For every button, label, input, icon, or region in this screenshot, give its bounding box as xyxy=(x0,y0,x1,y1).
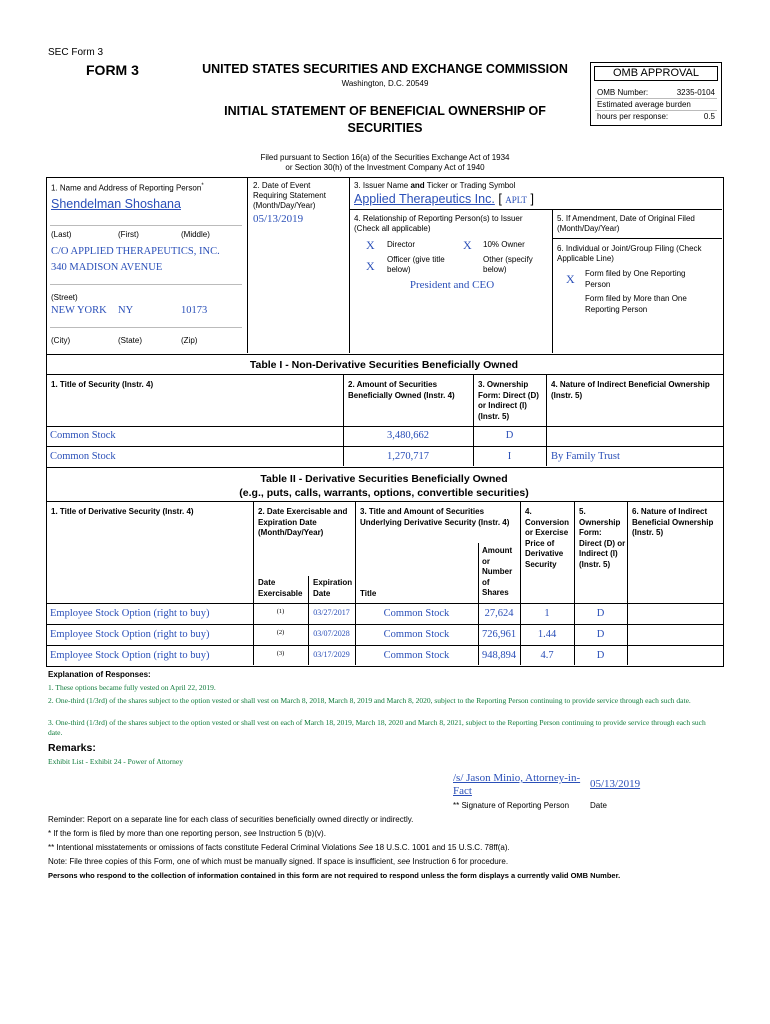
box3-label: 3. Issuer Name and Ticker or Trading Symbol xyxy=(354,181,516,190)
table1-row2-nature: By Family Trust xyxy=(551,451,620,462)
city-value: NEW YORK xyxy=(51,305,107,316)
signature-label: ** Signature of Reporting Person xyxy=(453,801,570,810)
table1-header-title: 1. Title of Security (Instr. 4) xyxy=(51,380,154,389)
table2-row2-exercisable: (2) xyxy=(276,629,285,636)
explanation-item-1: 1. These options became fully vested on April 22, 2019. xyxy=(48,683,216,692)
table1-row1-title: Common Stock xyxy=(50,430,116,441)
box5-label: 5. If Amendment, Date of Original Filed (Month/Day/Year) xyxy=(557,214,695,233)
middle-label: (Middle) xyxy=(181,230,210,239)
footer-reminder: Reminder: Report on a separate line for each class of securities beneficially owned directly or indirectly. xyxy=(48,815,414,824)
table2-header-underlying: 3. Title and Amount of Securities Underlying Derivative Security (Instr. 4) xyxy=(360,507,510,527)
table2-row1-price: 1 xyxy=(544,608,550,619)
zip-label: (Zip) xyxy=(181,336,198,345)
explanation-item-2: 2. One-third (1/3rd) of the shares subject to the option vested or shall vest on March 8, 2018, March 8, 2019 and March 8, 2020, subject to the Reporting Person continuing to provide service through each such date. xyxy=(48,696,691,705)
director-checkmark[interactable]: X xyxy=(366,238,375,252)
table1-row1-form: D xyxy=(505,430,514,441)
table2-row1-form: D xyxy=(596,608,605,619)
signature-date: 05/13/2019 xyxy=(590,778,641,790)
table1-row1-amount: 3,480,662 xyxy=(387,430,429,441)
table2-row2-form: D xyxy=(596,629,605,640)
omb-number-value: 3235-0104 xyxy=(676,88,715,97)
table1-header-form: 3. Ownership Form: Direct (D) or Indirect (I) (Instr. 5) xyxy=(478,380,539,421)
table2-row3-security: Common Stock xyxy=(383,650,450,661)
footer-star: * If the form is filed by more than one reporting person, see Instruction 5 (b)(v). xyxy=(48,829,326,838)
omb-hours-value: 0.5 xyxy=(703,112,715,121)
one-person-label: Form filed by One Reporting Person xyxy=(585,269,686,289)
table2-sub-date-exercisable: Date Exercisable xyxy=(258,578,303,598)
table2-row3-price: 4.7 xyxy=(540,650,554,661)
issuer-name[interactable]: Applied Therapeutics Inc. xyxy=(354,192,495,206)
issuer-line: Applied Therapeutics Inc. [ APLT ] xyxy=(354,192,534,206)
footer-note: Note: File three copies of this Form, one of which must be manually signed. If space is insufficient, see Instruction 6 for procedure. xyxy=(48,857,509,866)
table2-sub-expiration: Expiration Date xyxy=(313,578,353,598)
table1-row2-form: I xyxy=(507,451,512,462)
table2-row1-amount: 27,624 xyxy=(484,608,514,619)
table2-header-title: 1. Title of Derivative Security (Instr. 4) xyxy=(51,507,194,516)
table2-row2-title: Employee Stock Option (right to buy) xyxy=(50,629,210,640)
explanation-item-3: 3. One-third (1/3rd) of the shares subject to the option vested or shall vest on each of March 18, 2019, March 18, 2020 and March 8, 2021, subject to the Reporting Person continuing to provide service through each such date. xyxy=(48,718,706,737)
commission-location: Washington, D.C. 20549 xyxy=(341,79,429,88)
table1-row2-title: Common Stock xyxy=(50,451,116,462)
sec-form-label: SEC Form 3 xyxy=(48,47,104,58)
table2-row1-security: Common Stock xyxy=(383,608,450,619)
form-label: FORM 3 xyxy=(86,62,139,78)
table1-title: Table I - Non-Derivative Securities Beneficially Owned xyxy=(249,359,519,371)
table2-header-nature: 6. Nature of Indirect Beneficial Ownership (Instr. 5) xyxy=(632,507,714,537)
more-persons-label: Form filed by More than One Reporting Person xyxy=(585,294,687,314)
box1-label: 1. Name and Address of Reporting Person* xyxy=(51,183,204,193)
state-value: NY xyxy=(118,305,134,316)
table1-row2-amount: 1,270,717 xyxy=(387,451,429,462)
omb-hours-label: hours per response: xyxy=(597,112,669,121)
footer-omb-notice: Persons who respond to the collection of information contained in this form are not required to respond unless the form displays a currently valid OMB Number. xyxy=(48,871,621,880)
table2-sub-amount: Amount or Number of Shares xyxy=(482,546,513,597)
omb-approval-box xyxy=(590,62,722,126)
table2-row2-price: 1.44 xyxy=(537,629,557,640)
table1-header-amount: 2. Amount of Securities Beneficially Owned (Instr. 4) xyxy=(348,380,455,400)
table1-header-nature: 4. Nature of Indirect Beneficial Ownership (Instr. 5) xyxy=(551,380,710,400)
statement-title: INITIAL STATEMENT OF BENEFICIAL OWNERSHIP OF SECURITIES xyxy=(224,104,546,135)
director-label: Director xyxy=(387,240,416,249)
address-line1: C/O APPLIED THERAPEUTICS, INC. xyxy=(51,246,220,257)
zip-value: 10173 xyxy=(181,305,208,316)
officer-label: Officer (give title below) xyxy=(387,255,445,274)
table2-row3-amount: 948,894 xyxy=(481,650,517,661)
city-label: (City) xyxy=(51,336,71,345)
table2-header-price: 4. Conversion or Exercise Price of Derivative Security xyxy=(525,507,570,569)
event-date-value: 05/13/2019 xyxy=(253,213,304,225)
officer-title-value: President and CEO xyxy=(409,279,495,291)
remarks-text: Exhibit List - Exhibit 24 - Power of Attorney xyxy=(48,757,183,766)
one-person-checkmark[interactable]: X xyxy=(566,272,575,286)
address-line2: 340 MADISON AVENUE xyxy=(51,262,163,273)
table2-row1-expiration: 03/27/2017 xyxy=(313,608,350,617)
box2-label: 2. Date of Event Requiring Statement (Month/Day/Year) xyxy=(253,181,326,210)
explanation-title: Explanation of Responses: xyxy=(48,670,151,679)
box6-label: 6. Individual or Joint/Group Filing (Check Applicable Line) xyxy=(557,244,702,263)
box4-label: 4. Relationship of Reporting Person(s) to Issuer (Check all applicable) xyxy=(354,214,523,233)
state-label: (State) xyxy=(118,336,143,345)
first-label: (First) xyxy=(118,230,139,239)
table2-row2-expiration: 03/07/2028 xyxy=(313,629,350,638)
reporting-person-name[interactable]: Shendelman Shoshana xyxy=(51,197,181,211)
filed-pursuant-line1: Filed pursuant to Section 16(a) of the Securities Exchange Act of 1934 xyxy=(260,153,510,162)
other-label: Other (specify below) xyxy=(483,255,533,274)
ten-percent-label: 10% Owner xyxy=(483,240,525,249)
filed-pursuant-line2: or Section 30(h) of the Investment Company Act of 1940 xyxy=(285,163,485,172)
ten-percent-checkmark[interactable]: X xyxy=(463,238,472,252)
table2-row3-expiration: 03/17/2029 xyxy=(313,650,350,659)
table2-header-ownership: 5. Ownership Form: Direct (D) or Indirect (I) (Instr. 5) xyxy=(579,507,626,569)
table2-row2-amount: 726,961 xyxy=(481,629,517,640)
omb-burden-label: Estimated average burden xyxy=(597,100,691,109)
table2-row3-form: D xyxy=(596,650,605,661)
table2-header-dates: 2. Date Exercisable and Expiration Date (Month/Day/Year) xyxy=(258,507,348,537)
signature-name: /s/ Jason Minio, Attorney-in-Fact xyxy=(453,772,581,797)
table2-sub-title: Title xyxy=(360,589,377,598)
commission-title: UNITED STATES SECURITIES AND EXCHANGE COMMISSION xyxy=(202,62,568,76)
table2-title2: (e.g., puts, calls, warrants, options, convertible securities) xyxy=(239,487,529,499)
issuer-ticker: APLT xyxy=(505,195,527,205)
table2-row3-exercisable: (3) xyxy=(276,650,285,657)
table2-title1: Table II - Derivative Securities Beneficially Owned xyxy=(260,473,508,485)
table2-row2-security: Common Stock xyxy=(383,629,450,640)
table2-row1-exercisable: (1) xyxy=(276,608,285,615)
officer-checkmark[interactable]: X xyxy=(366,259,375,273)
last-label: (Last) xyxy=(51,230,72,239)
table2-row1-title: Employee Stock Option (right to buy) xyxy=(50,608,210,619)
omb-title: OMB APPROVAL xyxy=(594,66,718,81)
omb-number-label: OMB Number: xyxy=(597,88,649,97)
street-label: (Street) xyxy=(51,293,78,302)
table2-row3-title: Employee Stock Option (right to buy) xyxy=(50,650,210,661)
date-label: Date xyxy=(590,801,607,810)
remarks-title: Remarks: xyxy=(48,742,96,754)
footer-double-star: ** Intentional misstatements or omissions of facts constitute Federal Criminal Violations See 18 U.S.C. 1001 and 15 U.S.C. 78ff(a). xyxy=(48,843,510,852)
